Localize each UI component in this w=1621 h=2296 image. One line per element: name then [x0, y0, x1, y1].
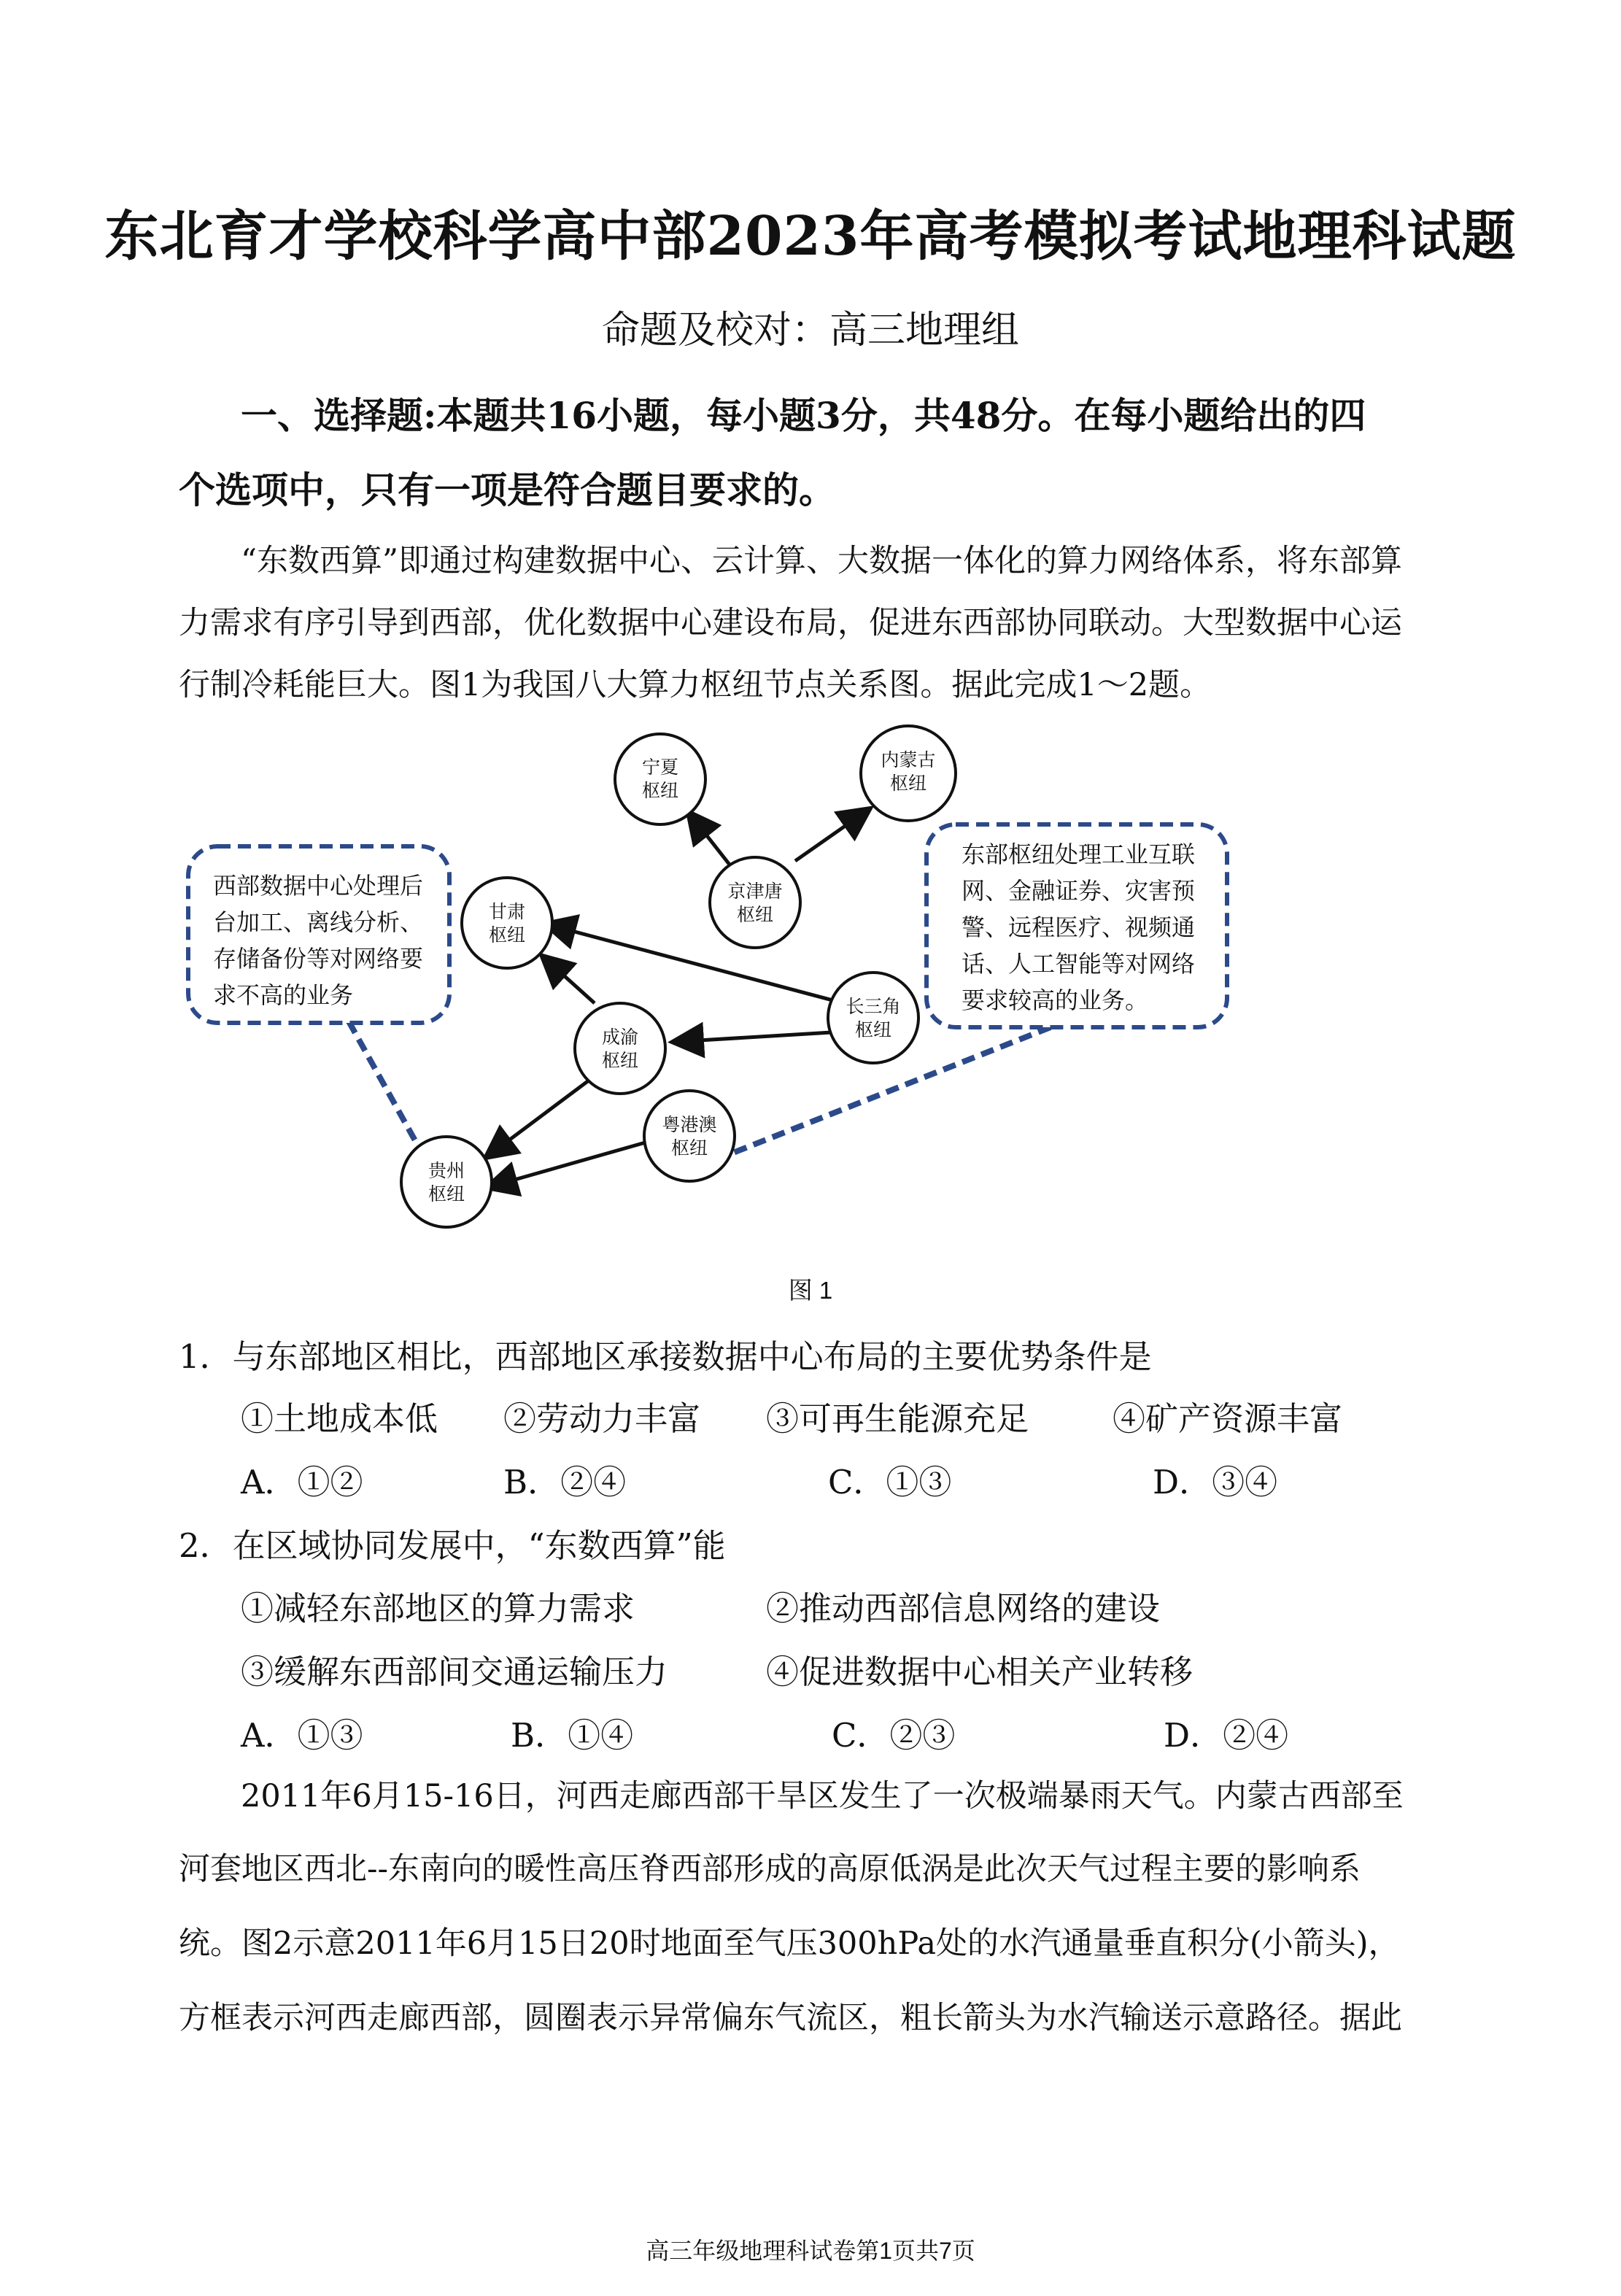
q1-stem: 1．与东部地区相比，西部地区承接数据中心布局的主要优势条件是 — [179, 1337, 1152, 1376]
west-box-line-2: 台加工、离线分析、 — [213, 909, 424, 935]
node-guizhou-label-2: 枢纽 — [428, 1184, 465, 1205]
q2-option-a: A．①③ — [241, 1716, 363, 1755]
node-chengyu — [575, 1003, 665, 1094]
passage2-line-1: 2011年6月15-16日，河西走廊西部干旱区发生了一次极端暴雨天气。内蒙古西部至 — [241, 1778, 1404, 1814]
node-gansu-label-2: 枢纽 — [488, 925, 526, 946]
node-ningxia — [615, 734, 705, 824]
west-box-line-4: 求不高的业务 — [213, 982, 354, 1008]
east-box-line-2: 网、金融证券、灾害预 — [962, 878, 1196, 904]
west-box-line-1: 西部数据中心处理后 — [213, 873, 424, 899]
east-box-line-1: 东部枢纽处理工业互联 — [962, 841, 1196, 867]
arrow-changsanjiao-gansu — [547, 924, 835, 1001]
node-yuegangao-label-1: 粤港澳 — [662, 1115, 717, 1135]
q1-option-c: C．①③ — [828, 1463, 952, 1501]
section-heading-line-1: 一、选择题:本题共16小题，每小题3分，共48分。在每小题给出的四 — [241, 394, 1366, 437]
node-jingjinji — [710, 857, 800, 948]
q1-item-2: ②劳动力丰富 — [503, 1399, 701, 1438]
q2-item-2: ②推动西部信息网络的建设 — [766, 1589, 1161, 1628]
node-neimenggu-label-2: 枢纽 — [889, 773, 927, 794]
arrow-jingjinji-ningxia — [689, 813, 730, 865]
east-box-line-4: 话、人工智能等对网络 — [962, 951, 1196, 977]
arrow-changsanjiao-chengyu — [675, 1032, 832, 1042]
arrow-jingjinji-neimenggu — [795, 810, 868, 861]
node-chengyu-label-1: 成渝 — [601, 1027, 639, 1048]
q1-option-d: D．③④ — [1153, 1463, 1278, 1501]
section-heading-line-2: 个选项中，只有一项是符合题目要求的。 — [179, 468, 835, 511]
node-neimenggu-label-1: 内蒙古 — [881, 750, 936, 770]
q2-stem: 2．在区域协同发展中，“东数西算”能 — [179, 1526, 726, 1565]
node-ningxia-label-2: 枢纽 — [641, 781, 679, 801]
node-jingjinji-label-2: 枢纽 — [736, 905, 774, 925]
node-yuegangao-label-2: 枢纽 — [670, 1138, 708, 1159]
arrow-chengyu-gansu — [543, 957, 595, 1003]
q1-item-1: ①土地成本低 — [241, 1399, 438, 1438]
q2-option-b: B．①④ — [511, 1716, 634, 1755]
node-ningxia-label-1: 宁夏 — [641, 757, 679, 778]
q2-item-4: ④促进数据中心相关产业转移 — [766, 1653, 1193, 1691]
passage2-line-3: 统。图2示意2011年6月15日20时地面至气压300hPa处的水汽通量垂直积分(小箭头)， — [179, 1925, 1400, 1962]
arrow-yuegangao-guizhou — [489, 1142, 648, 1187]
node-gansu-label-1: 甘肃 — [488, 902, 526, 922]
q2-option-c: C．②③ — [832, 1716, 956, 1755]
node-guizhou-label-1: 贵州 — [428, 1161, 465, 1181]
page-footer: 高三年级地理科试卷第1页共7页 — [646, 2238, 975, 2264]
passage1-line-2: 力需求有序引导到西部，优化数据中心建设布局，促进东西部协同联动。大型数据中心运 — [179, 605, 1402, 641]
node-changsanjiao — [828, 973, 918, 1063]
node-changsanjiao-label-2: 枢纽 — [854, 1020, 892, 1040]
passage1-line-3: 行制冷耗能巨大。图1为我国八大算力枢纽节点关系图。据此完成1～2题。 — [179, 667, 1212, 703]
east-box-line-5: 要求较高的业务。 — [962, 987, 1149, 1013]
figure-1-caption: 图 1 — [788, 1277, 833, 1304]
q1-option-b: B．②④ — [503, 1463, 627, 1501]
q1-item-3: ③可再生能源充足 — [766, 1399, 1029, 1438]
q2-option-d: D．②④ — [1164, 1716, 1289, 1755]
passage2-line-4: 方框表示河西走廊西部，圆圈表示异常偏东气流区，粗长箭头为水汽输送示意路径。据此 — [179, 2000, 1402, 2036]
page-title: 东北育才学校科学高中部2023年高考模拟考试地理科试题 — [104, 205, 1517, 268]
node-chengyu-label-2: 枢纽 — [601, 1051, 639, 1071]
node-yuegangao — [644, 1091, 735, 1181]
passage1-line-1: “东数西算”即通过构建数据中心、云计算、大数据一体化的算力网络体系，将东部算 — [241, 543, 1402, 579]
q1-option-a: A．①② — [241, 1463, 363, 1501]
east-box-line-3: 警、远程医疗、视频通 — [962, 914, 1196, 940]
page-subtitle: 命题及校对：高三地理组 — [601, 309, 1019, 352]
node-gansu — [462, 878, 552, 968]
arrow-chengyu-guizhou — [487, 1076, 595, 1156]
node-changsanjiao-label-1: 长三角 — [846, 997, 901, 1017]
passage2-line-2: 河套地区西北--东南向的暖性高压脊西部形成的高原低涡是此次天气过程主要的影响系 — [179, 1851, 1361, 1887]
q2-item-3: ③缓解东西部间交通运输压力 — [241, 1653, 668, 1691]
west-box-line-3: 存储备份等对网络要 — [213, 946, 424, 972]
q1-item-4: ④矿产资源丰富 — [1113, 1399, 1343, 1438]
q2-item-1: ①减轻东部地区的算力需求 — [241, 1589, 635, 1628]
west-box-connector — [349, 1021, 423, 1155]
node-jingjinji-label-1: 京津唐 — [727, 881, 783, 902]
node-guizhou — [401, 1137, 492, 1227]
